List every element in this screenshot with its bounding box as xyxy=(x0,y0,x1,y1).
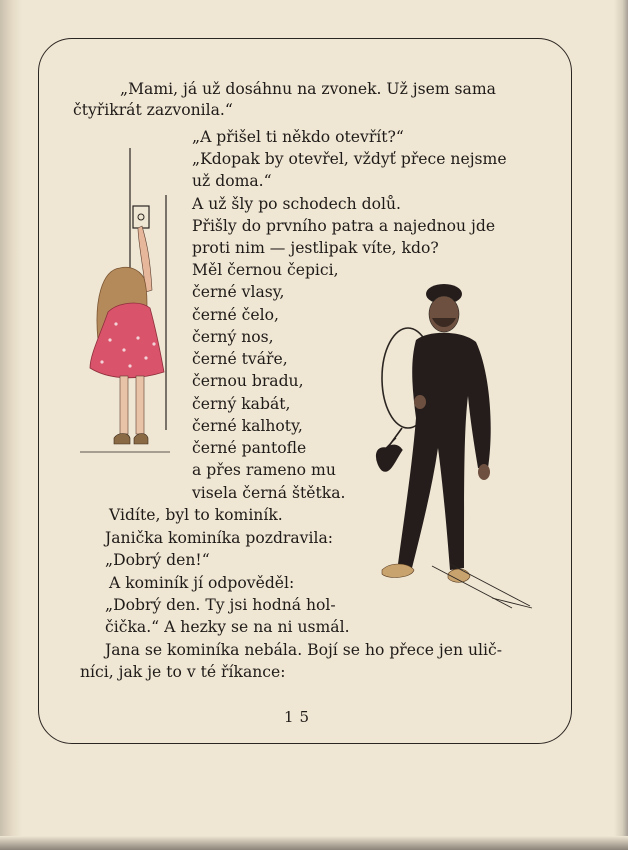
page-number: 15 xyxy=(284,708,316,726)
text-line-8: proti nim — jestlipak víte, kdo? xyxy=(192,239,439,257)
girl-at-doorbell-illustration xyxy=(80,140,190,480)
text-line-10: černé vlasy, xyxy=(192,283,285,301)
text-line-2: čtyřikrát zazvonila.“ xyxy=(73,101,233,119)
text-line-7: Přišly do prvního patra a najednou jde xyxy=(192,217,496,235)
text-line-16: černé kalhoty, xyxy=(192,417,303,435)
text-line-22: „Dobrý den!“ xyxy=(105,551,210,569)
text-line-13: černé tváře, xyxy=(192,350,288,368)
page-edge-bottom xyxy=(0,836,628,850)
text-line-5: už doma.“ xyxy=(192,172,272,190)
text-line-26: Jana se kominíka nebála. Bojí se ho přece jen ulič- xyxy=(105,641,502,659)
text-line-1: „Mami, já už dosáhnu na zvonek. Už jsem sama xyxy=(120,80,496,98)
text-line-24: „Dobrý den. Ty jsi hodná hol- xyxy=(105,596,336,614)
text-line-19: visela černá štětka. xyxy=(192,484,346,502)
text-line-15: černý kabát, xyxy=(192,395,291,413)
text-line-21: Janička kominíka pozdravila: xyxy=(105,529,334,547)
text-line-23: A kominík jí odpověděl: xyxy=(109,574,295,592)
text-line-20: Vidíte, byl to kominík. xyxy=(109,506,283,524)
text-line-6: A už šly po schodech dolů. xyxy=(192,195,401,213)
book-spine-shadow xyxy=(0,0,22,850)
text-line-12: černý nos, xyxy=(192,328,274,346)
text-line-3: „A přišel ti někdo otevřít?“ xyxy=(192,128,404,146)
text-line-27: níci, jak je to v té říkance: xyxy=(80,663,286,681)
text-line-4: „Kdopak by otevřel, vždyť přece nejsme xyxy=(192,150,507,168)
chimney-sweep-illustration xyxy=(372,278,542,618)
text-line-11: černé čelo, xyxy=(192,306,279,324)
text-line-25: čička.“ A hezky se na ni usmál. xyxy=(105,618,350,636)
page-edge-right xyxy=(614,0,628,850)
text-line-14: černou bradu, xyxy=(192,372,304,390)
text-line-18: a přes rameno mu xyxy=(192,461,336,479)
text-line-17: černé pantofle xyxy=(192,439,307,457)
text-line-9: Měl černou čepici, xyxy=(192,261,339,279)
